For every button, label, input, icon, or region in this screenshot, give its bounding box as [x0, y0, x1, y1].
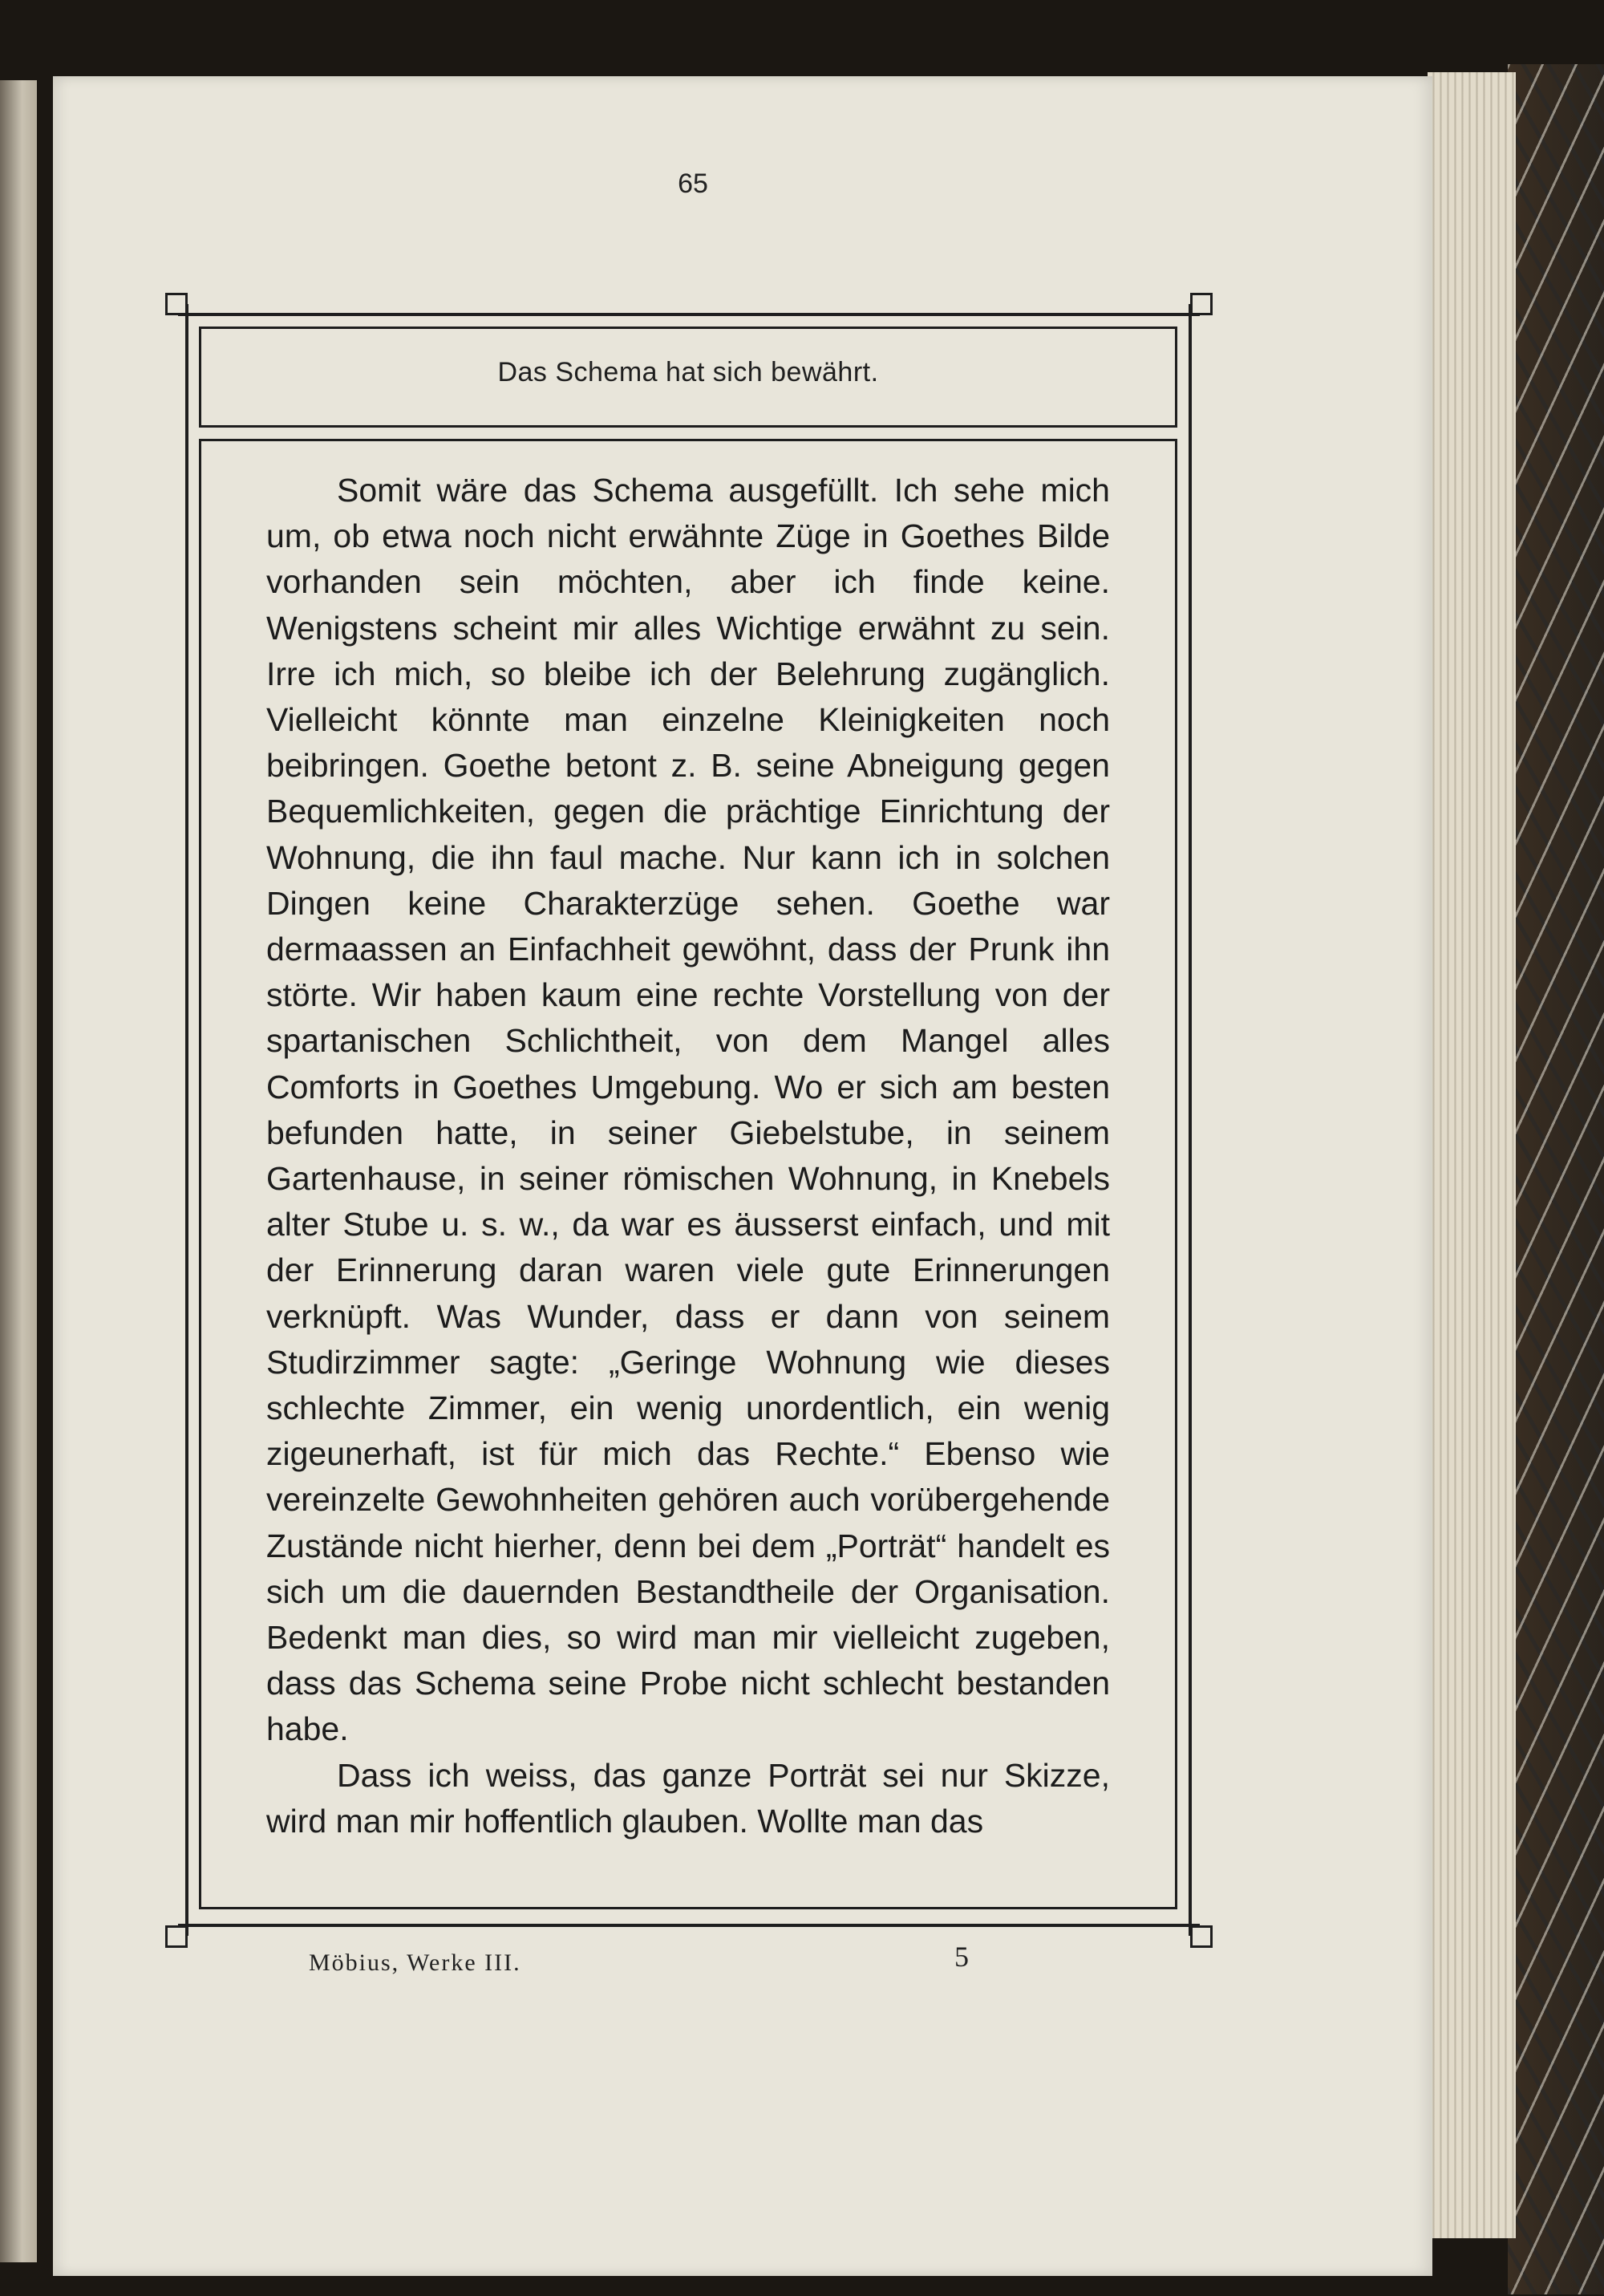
left-page-edge — [0, 80, 37, 2262]
frame-corner-top-right — [1190, 293, 1213, 315]
frame-right-line — [1189, 304, 1192, 1936]
frame-left-line — [185, 304, 188, 1936]
paragraph-2: Dass ich weiss, das ganze Porträt sei nur Skizze, wird man mir hoffentlich glauben. Wollte man das — [266, 1756, 1110, 1840]
book-page-edges — [1428, 72, 1516, 2238]
frame-corner-bottom-right — [1190, 1925, 1213, 1948]
frame-bottom-line — [178, 1924, 1200, 1927]
marbled-book-cover — [1508, 64, 1604, 2294]
footer-signature: Möbius, Werke III. — [309, 1949, 521, 1976]
frame-corner-top-left — [165, 293, 188, 315]
page-number: 65 — [678, 168, 708, 199]
frame-top-line — [178, 313, 1200, 316]
footer-sheet-number: 5 — [954, 1941, 969, 1973]
paragraph-1: Somit wäre das Schema ausgefüllt. Ich sehe mich um, ob etwa noch nicht erwähnte Züge in Goethes Bilde vorhanden sein möchten, aber ich finde keine. Wenigstens scheint mir alles Wichtige erwähnt zu sein. Irre ich mich, so bleibe ich der Belehrung zugänglich. Vielleicht könnte man einzelne Kleinigkeiten noch beibringen. Goethe betont z. B. seine Abneigung gegen Bequemlichkeiten, gegen die prächtige Einrichtung der Wohnung, die ihn faul mache. Nur kann ich in solchen Dingen keine Charakterzüge sehen. Goethe war dermaassen an Einfachheit gewöhnt, dass der Prunk ihn störte. Wir haben kaum eine rechte Vorstellung von der spartanischen Schlichtheit, von dem Mangel alles Comforts in Goethes Umgebung. Wo er sich am besten befunden hatte, in seiner Giebelstube, in seinem Gartenhause, in seiner römischen Wohnung, in Knebels alter Stube u. s. w., da war es äusserst einfach, und mit der Erinnerung daran waren viele gute Erinnerungen verknüpft. Was Wunder, dass er dann von seinem Studirzimmer sagte: „Geringe Wohnung wie dieses schlechte Zimmer, ein wenig unordentlich, ein wenig zigeunerhaft, ist für mich das Rechte.“ Ebenso wie vereinzelte Gewohnheiten gehören auch vorübergehende Zustände nicht hierher, denn bei dem „Porträt“ handelt es sich um die dauernden Bestandtheile der Organisation. Bedenkt man dies, so wird man mir vielleicht zugeben, dass das Schema seine Probe nicht schlecht bestanden habe. — [266, 472, 1110, 1748]
body-text — [266, 468, 1110, 1844]
frame-corner-bottom-left — [165, 1925, 188, 1948]
running-header: Das Schema hat sich bewährt. — [497, 357, 879, 387]
